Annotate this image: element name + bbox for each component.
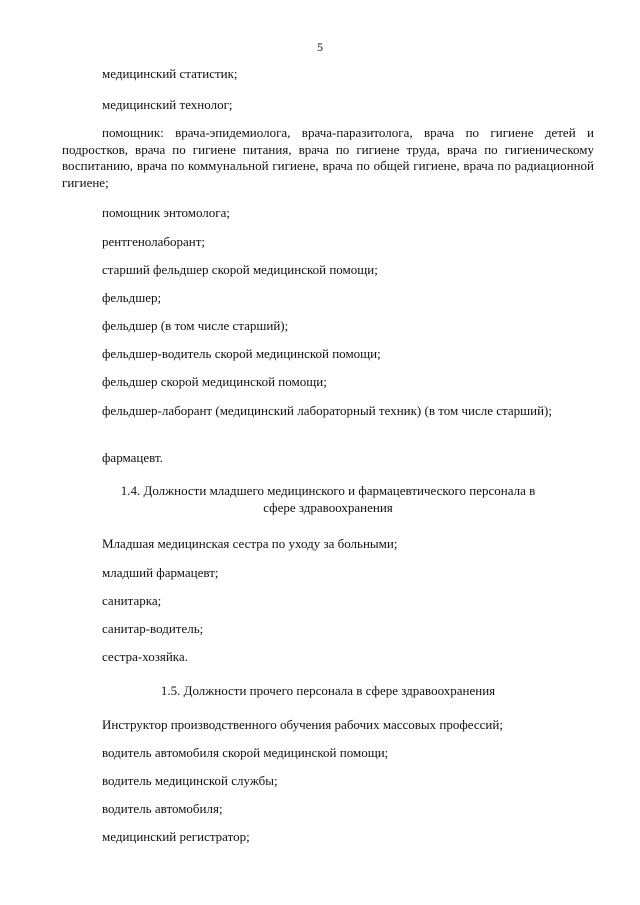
page-number: 5	[317, 40, 323, 54]
list-item: водитель автомобиля скорой медицинской помощи;	[102, 745, 389, 760]
list-item: медицинский технолог;	[102, 97, 233, 112]
list-item: фармацевт.	[102, 450, 163, 465]
list-item: младший фармацевт;	[102, 565, 219, 580]
list-item: санитар-водитель;	[102, 621, 204, 636]
paragraph-lab-feldsher: фельдшер-лаборант (медицинский лабораторный техник) (в том числе старший);	[102, 403, 552, 418]
list-item: фельдшер;	[102, 290, 162, 305]
list-item: Инструктор производственного обучения рабочих массовых профессий;	[102, 717, 503, 732]
section-heading-1-5: 1.5. Должности прочего персонала в сфере здравоохранения	[160, 683, 496, 698]
list-item: сестра-хозяйка.	[102, 649, 188, 664]
list-item: фельдшер-водитель скорой медицинской помощи;	[102, 346, 381, 361]
section-heading-1-4	[62, 483, 594, 516]
list-item: водитель автомобиля;	[102, 801, 223, 816]
list-item: водитель медицинской службы;	[102, 773, 278, 788]
list-item: старший фельдшер скорой медицинской помощи;	[102, 262, 378, 277]
list-item: фельдшер скорой медицинской помощи;	[102, 374, 327, 389]
heading-line: сфере здравоохранения	[263, 499, 393, 515]
list-item: медицинский статистик;	[102, 66, 238, 81]
list-item: медицинский регистратор;	[102, 829, 250, 844]
heading-line: 1.4. Должности младшего медицинского и фармацевтического персонала в	[120, 483, 536, 498]
list-item: фельдшер (в том числе старший);	[102, 318, 289, 333]
list-item: Младшая медицинская сестра по уходу за больными;	[102, 536, 398, 551]
paragraph-assistant: помощник: врача-эпидемиолога, врача-паразитолога, врача по гигиене детей и подростков, врача по гигиене питания, врача по гигиене труда, врача по гигиеническому воспитанию, врача по коммунальной гигиене, врача по общей гигиене, врача по радиационной гигиене;	[62, 125, 594, 190]
list-item: помощник энтомолога;	[102, 205, 230, 220]
list-item: санитарка;	[102, 593, 162, 608]
list-item: рентгенолаборант;	[102, 234, 206, 249]
